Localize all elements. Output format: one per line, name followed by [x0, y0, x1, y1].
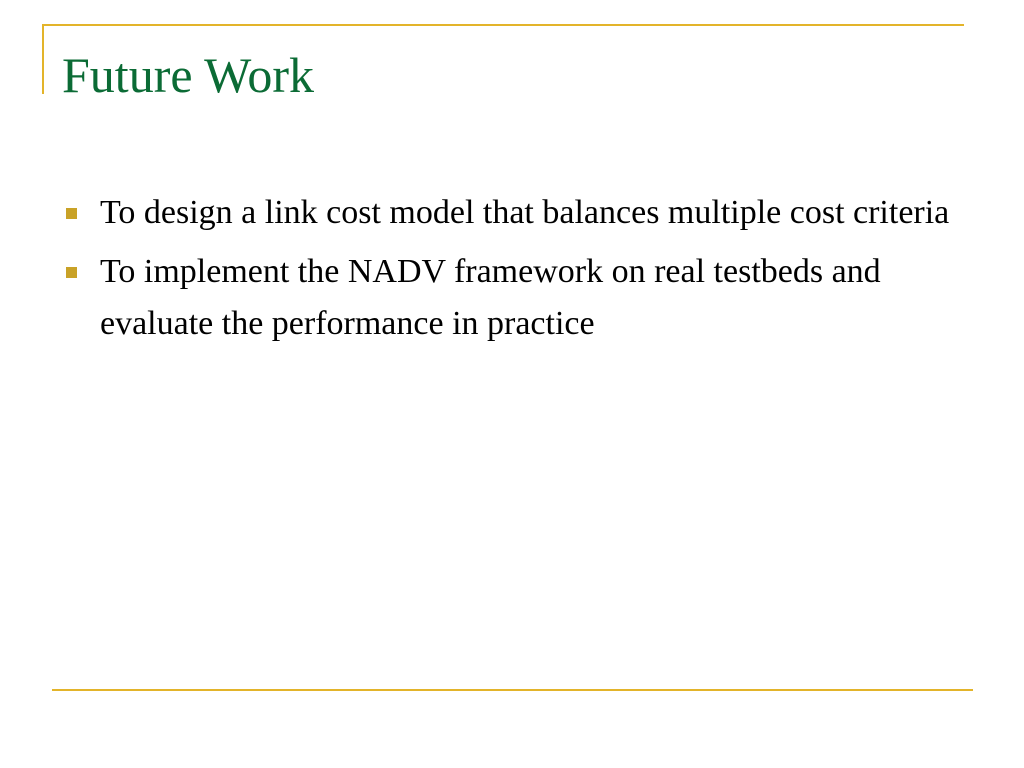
bullet-item — [60, 246, 990, 350]
bullet-item — [60, 187, 990, 239]
square-bullet-icon — [66, 267, 77, 278]
accent-line-left — [42, 24, 44, 94]
accent-line-top — [42, 24, 964, 26]
square-bullet-icon — [66, 208, 77, 219]
bullet-text: To implement the NADV framework on real testbeds and evaluate the performance in practice — [100, 253, 881, 342]
accent-line-bottom — [52, 689, 973, 691]
bullet-text: To design a link cost model that balances multiple cost criteria — [100, 194, 950, 231]
slide-title: Future Work — [62, 47, 314, 103]
bullet-list — [60, 187, 990, 357]
